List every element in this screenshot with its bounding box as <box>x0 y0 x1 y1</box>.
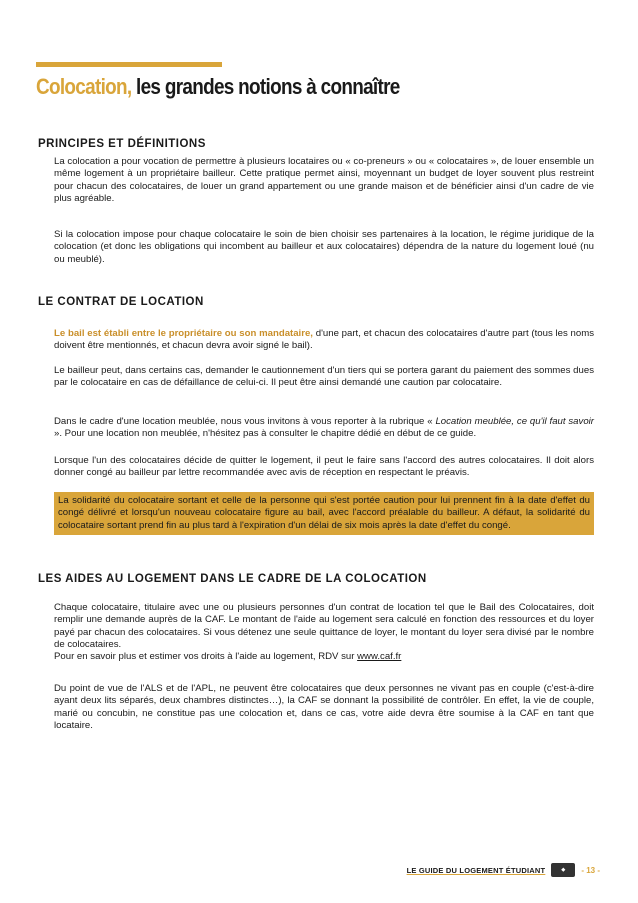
page-number: - 13 - <box>581 865 600 875</box>
paragraph-regime: Si la colocation impose pour chaque colocataire le soin de bien choisir ses partenaires à la location, le régime juridique de la colocation (et donc les obligations qui incombent au bailleur et aux colocataires) dépendra de la nature du logement loué (nu ou meublé). <box>54 229 594 265</box>
footer-guide-title: LE GUIDE DU LOGEMENT ÉTUDIANT <box>406 865 546 875</box>
caf-link[interactable]: www.caf.fr <box>357 651 402 663</box>
paragraph-definition: La colocation a pour vocation de permettre à plusieurs locataires ou « co-preneurs » ou « colocataires », de louer ensemble un même logement à un propriétaire bailleur. Cette pratique permet ainsi, moyennant un budget de loyer souvent plus restreint pour chacun des colocataires, de louer un grand appartement ou une grande maison et de bénéficier ainsi d'un cadre de vie plus agréable. <box>54 156 594 204</box>
solidarite-text: La solidarité du colocataire sortant et celle de la personne qui s'est portée caution pour lui prennent fin à la date d'effet du congé délivré et lorsqu'un nouveau colocataire figure au bail, avec l'accord préalable du bailleur. A défaut, la solidarité du colocataire sortant prend fin au plus tard à l'expiration d'un délai de six mois après la date d'effet du congé. <box>58 495 590 531</box>
meublee-end: ». Pour une location non meublée, n'hésitez pas à consulter le chapitre dédié en début de ce guide. <box>54 428 477 440</box>
bail-rest: d'une part, et chacun des colocataires d'autre part (tous les noms doivent être mentionnés, et chacun devra avoir signé le bail). <box>54 328 594 352</box>
section-heading-contrat: LE CONTRAT DE LOCATION <box>38 296 204 308</box>
solidarite-callout <box>54 492 594 535</box>
page-title <box>36 74 400 100</box>
page-footer <box>407 863 600 877</box>
paragraph-cautionnement: Le bailleur peut, dans certains cas, demander le cautionnement d'un tiers qui se portera garant du paiement des sommes dues par le colocataire en cas de défaillance de celui-ci. Il peut être ainsi demandé une caution par colocataire. <box>54 365 594 389</box>
guide-logo-icon: ◆ <box>551 863 575 877</box>
meublee-start: Dans le cadre d'une location meublée, nous vous invitons à vous reporter à la rubrique « <box>54 416 436 427</box>
paragraph-conge: Lorsque l'un des colocataires décide de quitter le logement, il peut le faire sans l'accord des autres colocataires. Il doit alors donner congé au bailleur par lettre recommandée avec avis de réception en respectant le préavis. <box>54 455 594 479</box>
paragraph-bail <box>54 328 594 353</box>
caf-more: Pour en savoir plus et estimer vos droits à l'aide au logement, RDV sur <box>54 651 358 663</box>
bail-highlight: Le bail est établi entre le propriétaire ou son mandataire, <box>54 328 313 339</box>
section-heading-aides: LES AIDES AU LOGEMENT DANS LE CADRE DE LA COLOCATION <box>38 573 427 585</box>
paragraph-caf <box>54 602 594 663</box>
title-accent-word: Colocation, <box>36 74 132 99</box>
paragraph-als-apl: Du point de vue de l'ALS et de l'APL, ne peuvent être colocataires que deux personnes ne vivant pas en couple (c'est-à-dire ayant deux lits séparés, deux chambres distinctes…), la CAF se donnant la possibilité de contrôler. En effet, la vie de couple, marié ou concubin, ne constitue pas une colocation et, dans ce cas, votre aide devra être soumise à la CAF en tant que locataire. <box>54 683 594 731</box>
title-rest: les grandes notions à connaître <box>131 74 400 99</box>
title-accent-bar <box>36 62 222 67</box>
meublee-rubrique: Location meublée, ce qu'il faut savoir <box>435 416 594 427</box>
paragraph-meublee <box>54 416 594 441</box>
section-heading-principes: PRINCIPES ET DÉFINITIONS <box>38 138 206 150</box>
caf-text: Chaque colocataire, titulaire avec une ou plusieurs personnes d'un contrat de location tel que le Bail des Colocataires, doit remplir une demande auprès de la CAF. Le montant de l'aide au logement sera calculé en fonction des ressources et du loyer payé par chacun des colocataires. Si vous détenez une seule quittance de loyer, le montant du loyer sera divisé par le nombre de colocataires. <box>54 602 594 650</box>
